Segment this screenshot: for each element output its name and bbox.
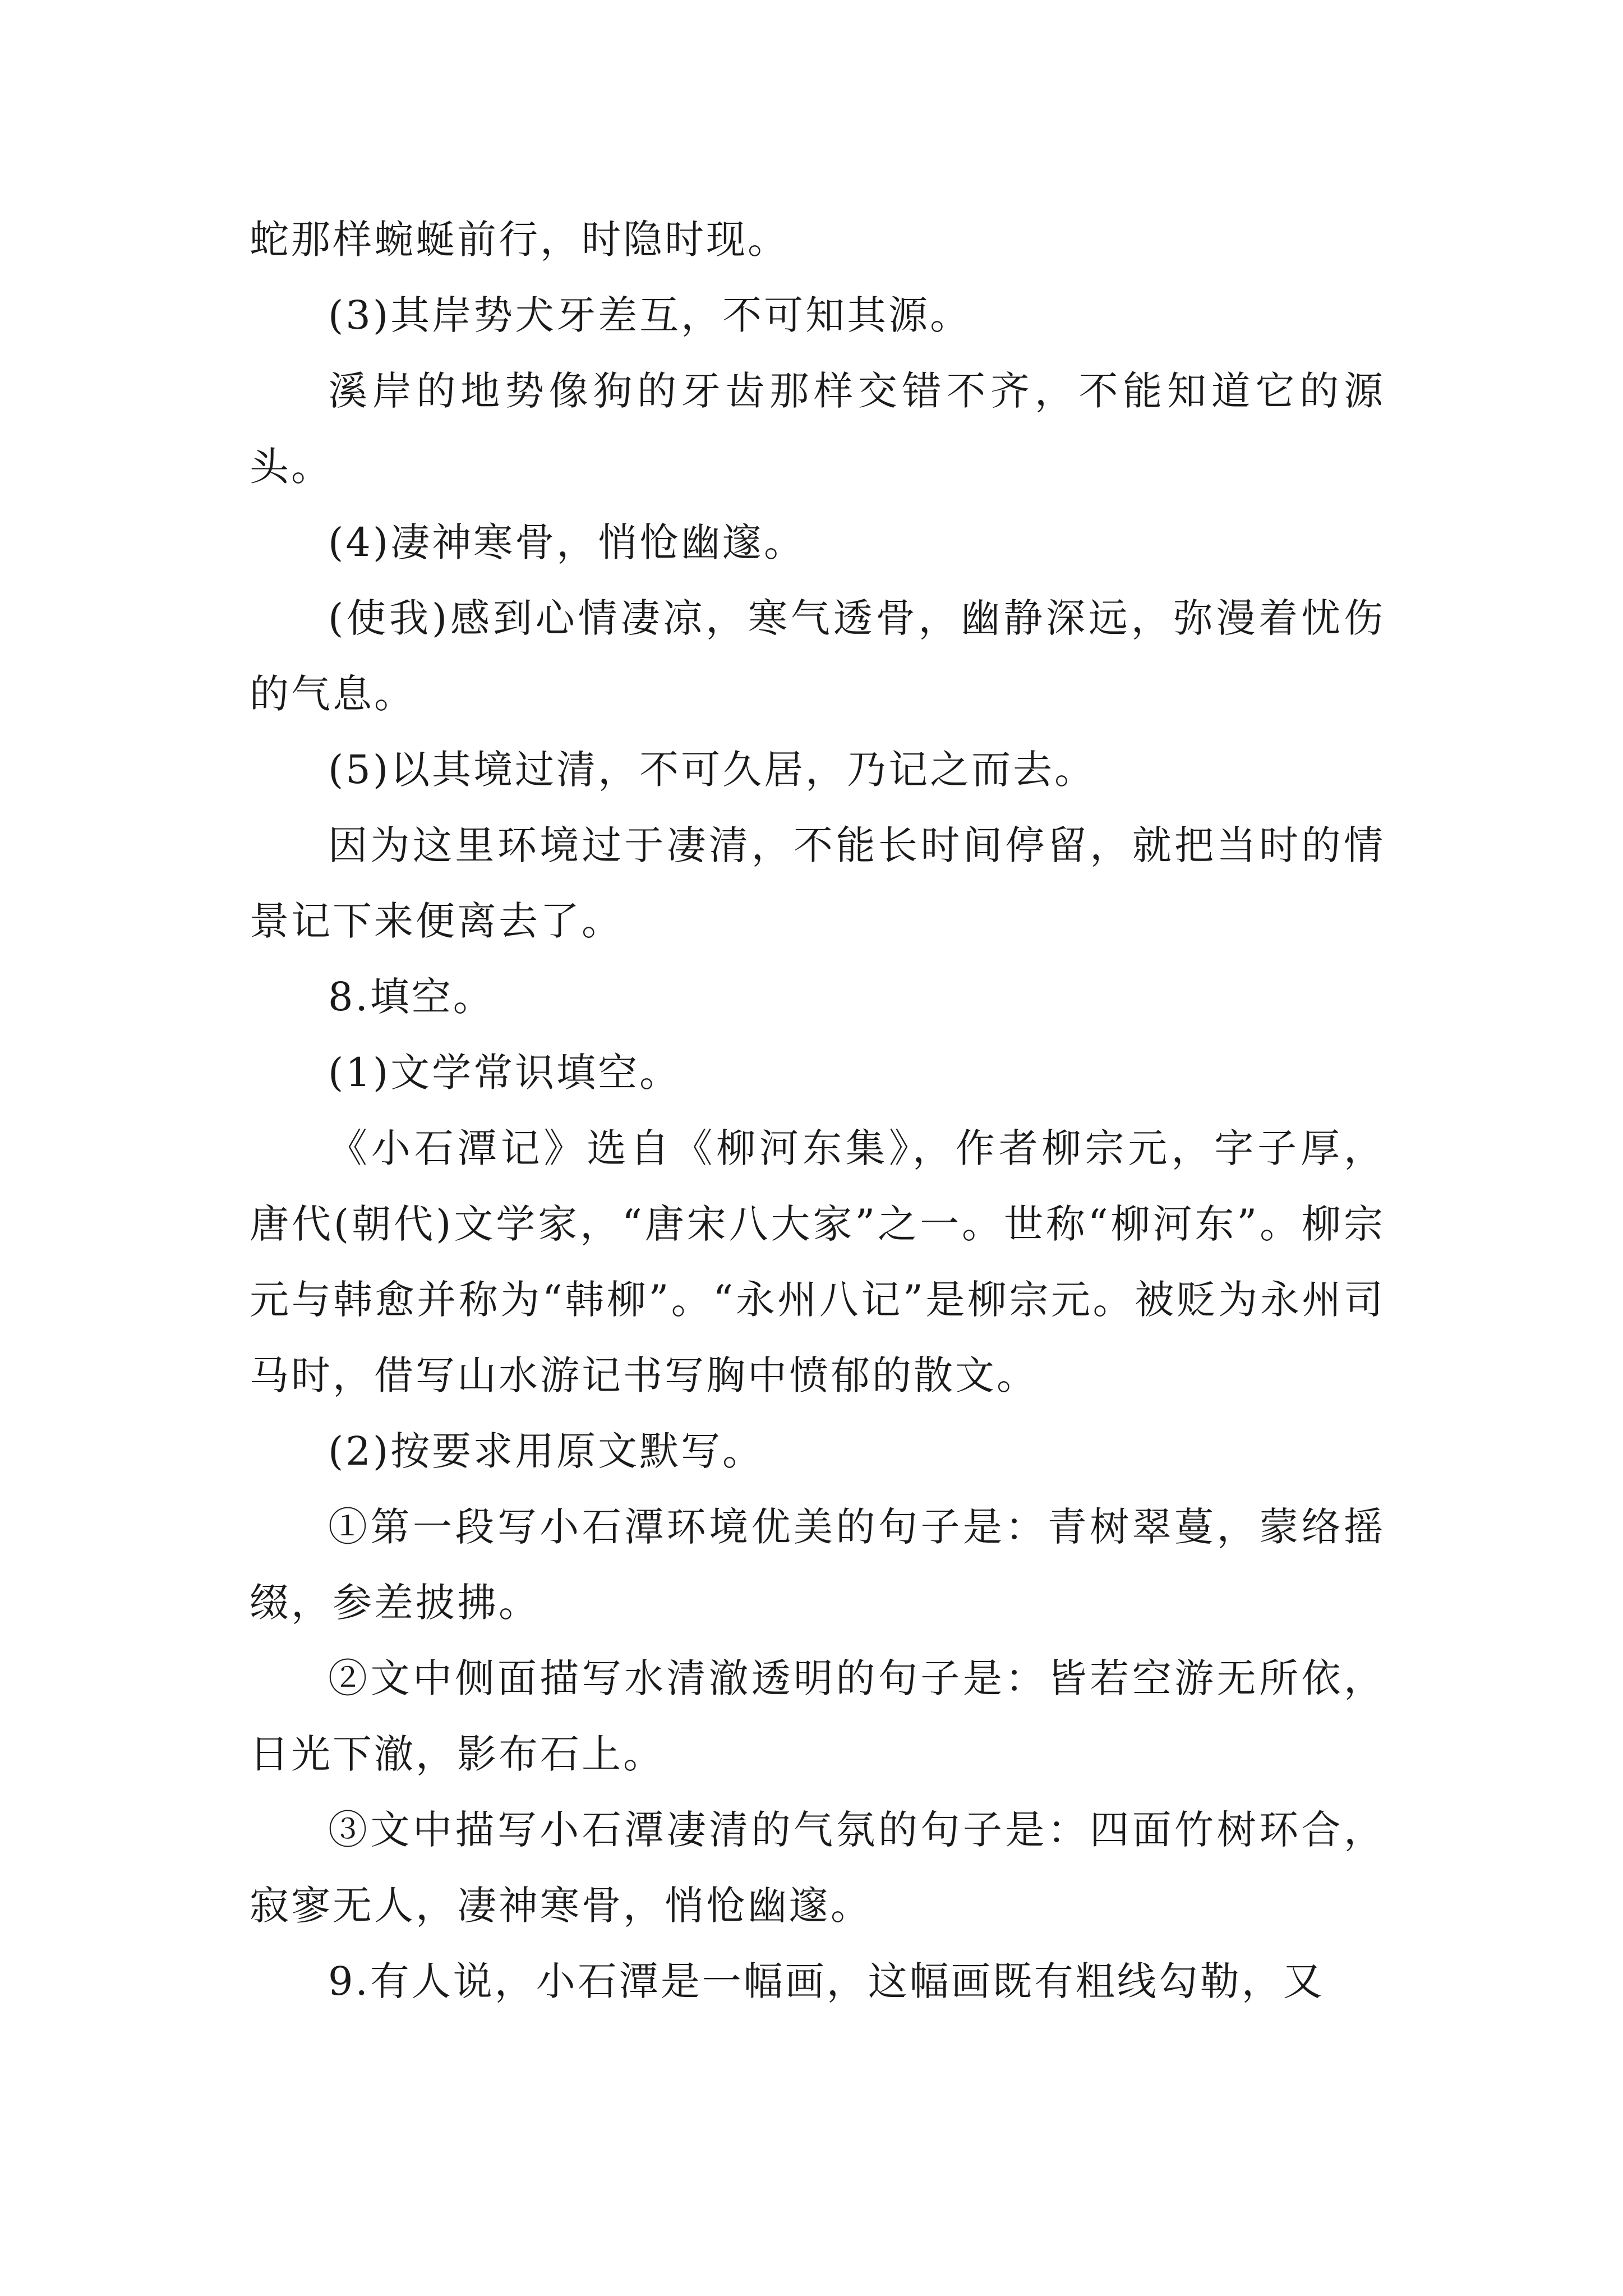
- paragraph-7: 因为这里环境过于凄清，不能长时间停留，就把当时的情景记下来便离去了。: [250, 822, 1385, 944]
- paragraph-6: (5)以其境过清，不可久居，乃记之而去。: [328, 747, 1096, 793]
- literature-knowledge-paragraph: 《小石潭记》选自《柳河东集》，作者柳宗元，字子厚，唐代(朝代)文学家，“唐宋八大家”之一。世称“柳河东”。柳宗元与韩愈并称为“韩柳”。“永州八记”是柳宗元。被贬为永州司马时，借写山水游记书写胸中愤郁的散文。: [250, 1125, 1385, 1398]
- paragraph-3: 溪岸的地势像狗的牙齿那样交错不齐，不能知道它的源头。: [250, 368, 1385, 490]
- question-8-heading: 8.填空。: [328, 974, 495, 1020]
- answer-item-1: ①第一段写小石潭环境优美的句子是：青树翠蔓，蒙络摇缀，参差披拂。: [250, 1504, 1385, 1626]
- question-8-part-1: (1)文学常识填空。: [328, 1050, 681, 1096]
- answer-item-3: ③文中描写小石潭凄清的气氛的句子是：四面竹树环合，寂寥无人，凄神寒骨，悄怆幽邃。: [250, 1807, 1385, 1929]
- paragraph-2: (3)其岸势犬牙差互，不可知其源。: [328, 292, 972, 338]
- question-9: 9.有人说，小石潭是一幅画，这幅画既有粗线勾勒，又: [328, 1958, 1325, 2004]
- paragraph-5: (使我)感到心情凄凉，寒气透骨，幽静深远，弥漫着忧伤的气息。: [250, 595, 1385, 717]
- paragraph-4: (4)凄神寒骨，悄怆幽邃。: [328, 519, 806, 565]
- answer-item-2: ②文中侧面描写水清澈透明的句子是：皆若空游无所依，日光下澈，影布石上。: [250, 1655, 1385, 1777]
- question-8-part-2: (2)按要求用原文默写。: [328, 1428, 764, 1474]
- paragraph-1: 蛇那样蜿蜒前行，时隐时现。: [250, 217, 789, 263]
- document-body: [250, 202, 1385, 2019]
